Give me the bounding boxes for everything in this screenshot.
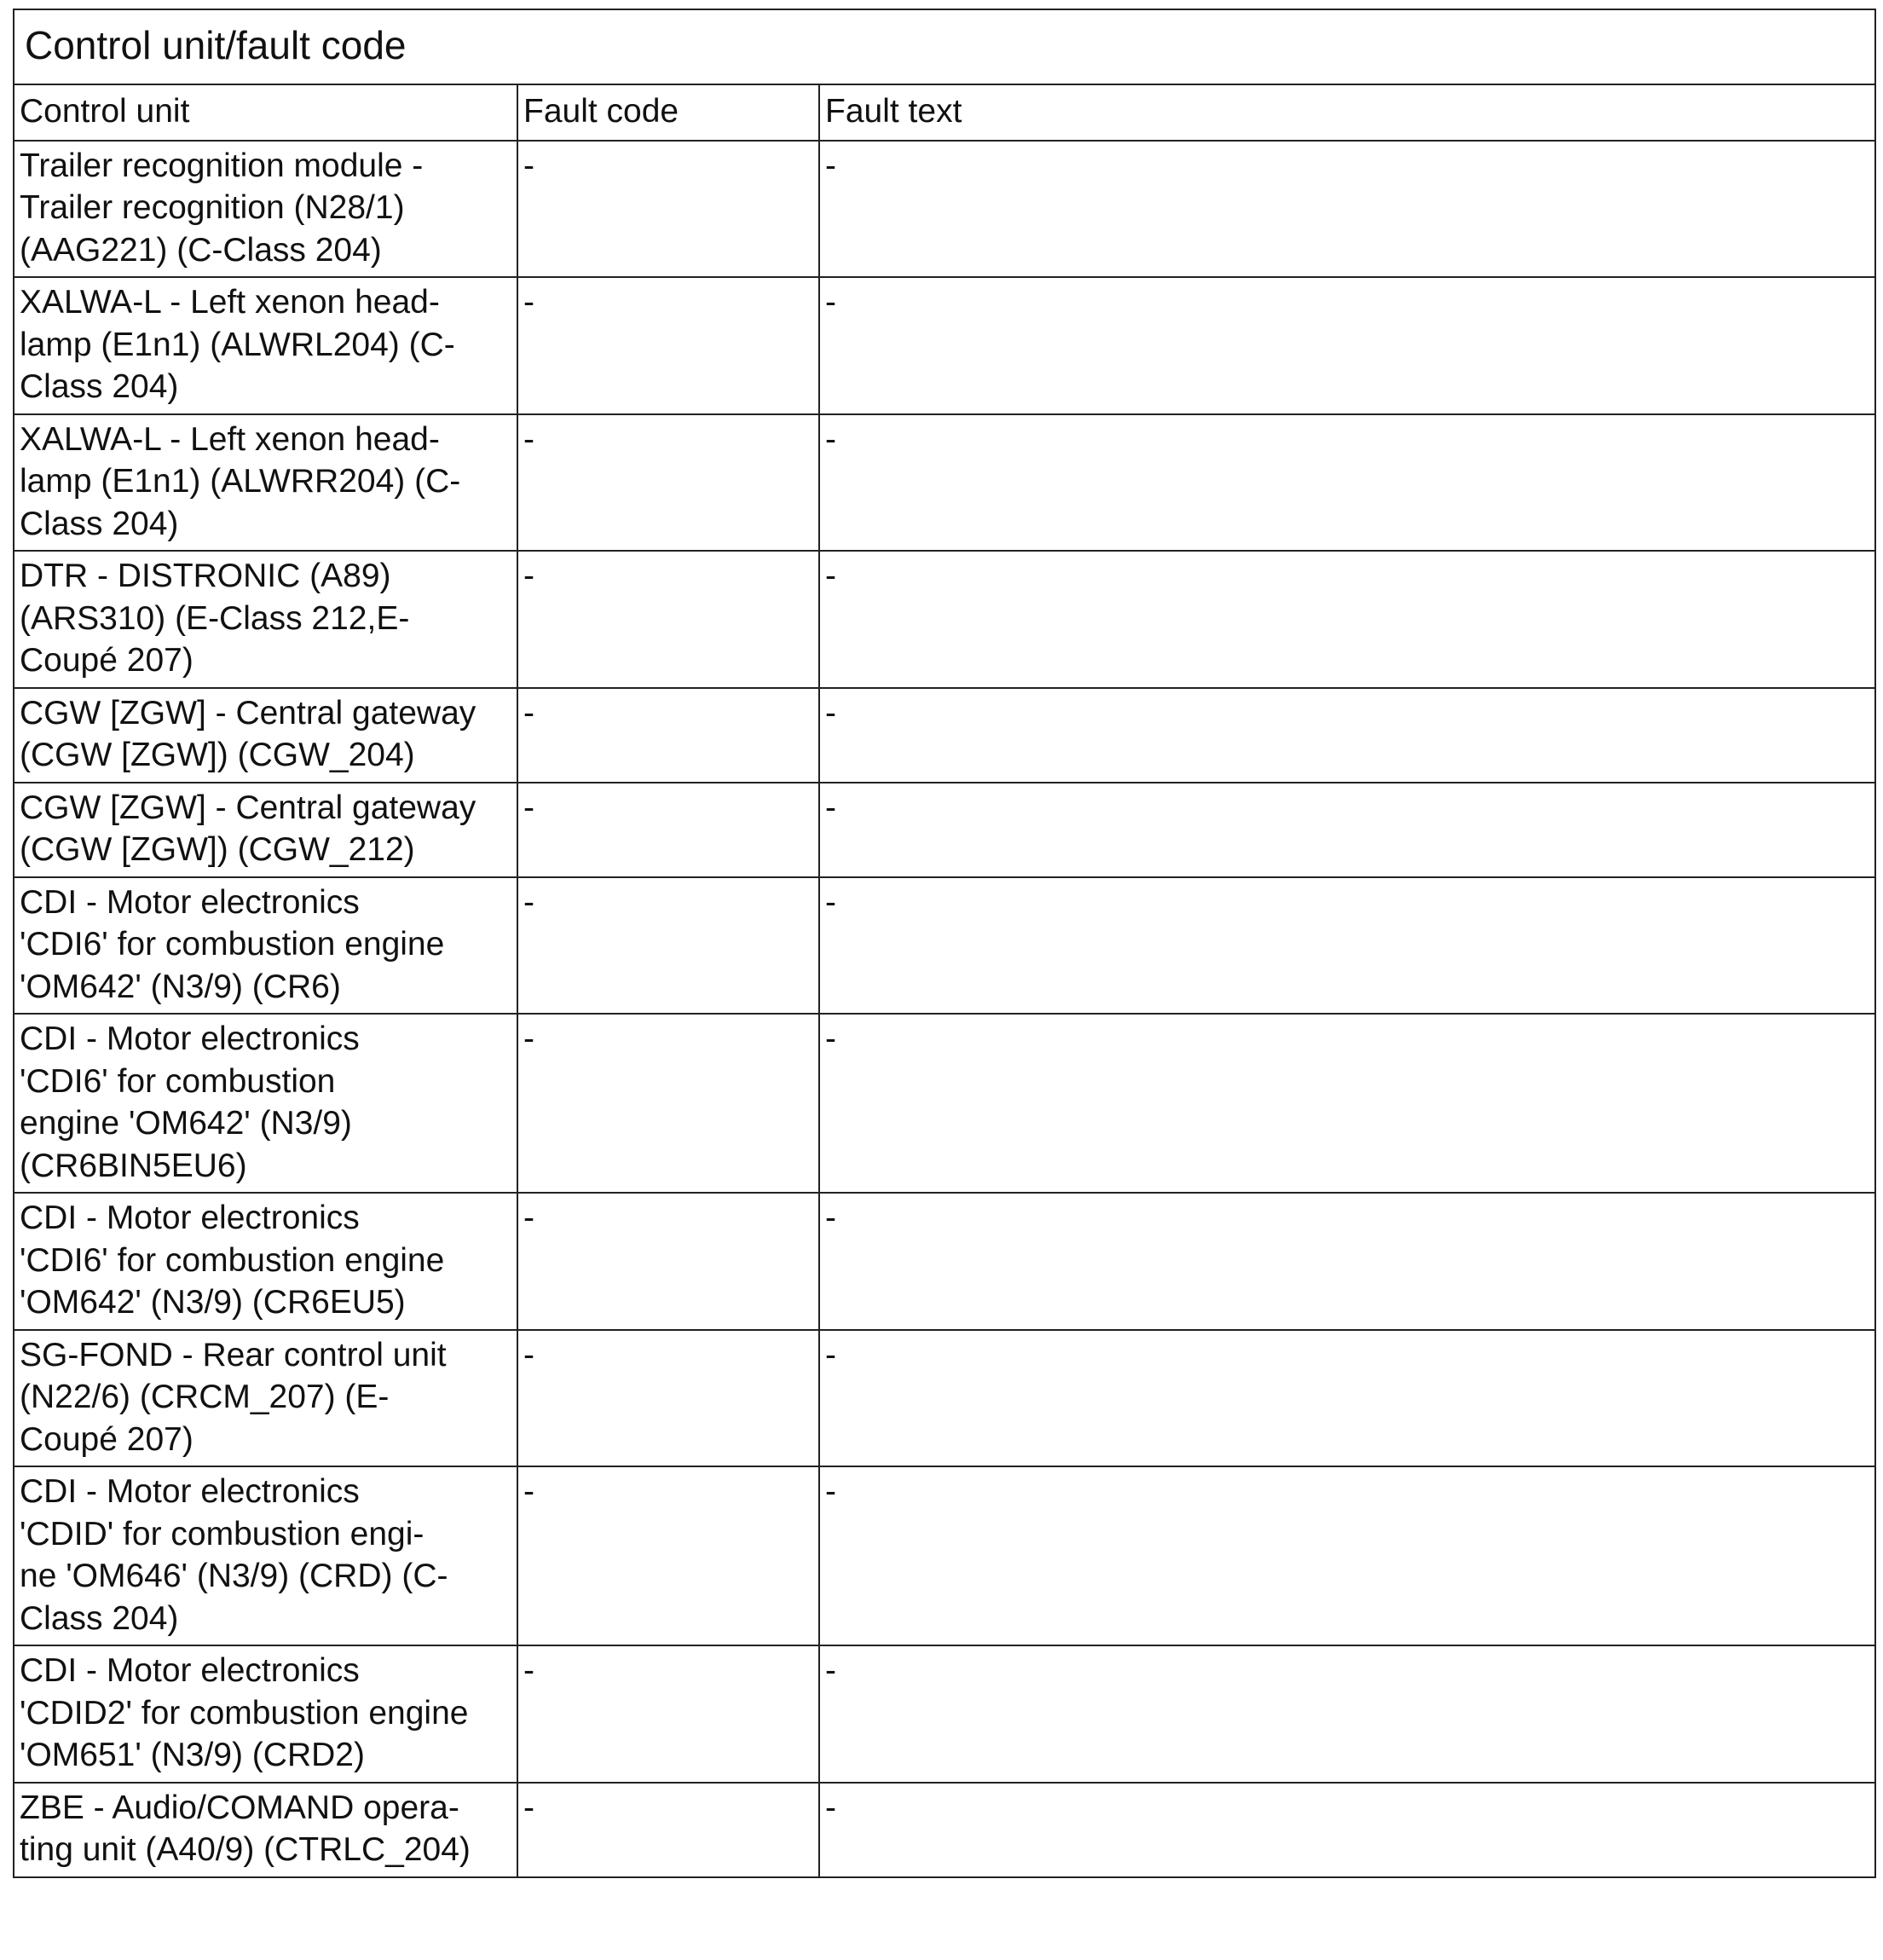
fault-code-cell: - [517, 783, 819, 877]
fault-code-cell: - [517, 1466, 819, 1645]
fault-text-cell: - [819, 414, 1875, 552]
control-unit-line: (N22/6) (CRCM_207) (E- [20, 1379, 390, 1415]
control-unit-line: (AAG221) (C-Class 204) [20, 231, 382, 269]
control-unit-line: 'CDI6' for combustion [20, 1062, 336, 1100]
control-unit-cell [14, 1330, 517, 1467]
control-unit-line: (ARS310) (E-Class 212,E- [20, 599, 410, 637]
table-row [14, 783, 1875, 877]
control-unit-cell [14, 783, 517, 877]
control-unit-line: ting unit (A40/9) (CTRLC_204) [20, 1831, 471, 1868]
control-unit-line: XALWA-L - Left xenon head- [20, 284, 440, 321]
control-unit-line: 'CDI6' for combustion engine [20, 926, 445, 963]
control-unit-line: XALWA-L - Left xenon head- [20, 420, 440, 458]
table-row [14, 1193, 1875, 1330]
control-unit-cell [14, 1193, 517, 1330]
fault-code-cell: - [517, 1330, 819, 1467]
control-unit-line: CGW [ZGW] - Central gateway [20, 694, 477, 731]
fault-text-cell: - [819, 1193, 1875, 1330]
document-sheet [13, 9, 1874, 1878]
control-unit-line: lamp (E1n1) (ALWRR204) (C- [20, 463, 461, 500]
fault-code-cell: - [517, 141, 819, 278]
control-unit-line: Trailer recognition module - [20, 147, 424, 184]
table-title: Control unit/fault code [14, 9, 1875, 84]
control-unit-line: Trailer recognition (N28/1) [20, 189, 405, 226]
header-control-unit: Control unit [14, 84, 517, 141]
control-unit-cell [14, 277, 517, 414]
table-row [14, 277, 1875, 414]
table-row [14, 1330, 1875, 1467]
table-title-row [14, 9, 1875, 84]
table-row [14, 1466, 1875, 1645]
table-row [14, 551, 1875, 688]
control-unit-cell [14, 141, 517, 278]
header-fault-code: Fault code [517, 84, 819, 141]
control-unit-line: Class 204) [20, 1599, 179, 1637]
control-unit-line: (CGW [ZGW]) (CGW_212) [20, 831, 415, 868]
fault-code-table [13, 9, 1876, 1878]
table-row [14, 1783, 1875, 1877]
control-unit-line: 'CDI6' for combustion engine [20, 1241, 445, 1279]
control-unit-line: Class 204) [20, 368, 179, 405]
fault-code-cell: - [517, 414, 819, 552]
fault-code-cell: - [517, 277, 819, 414]
fault-code-cell: - [517, 1014, 819, 1193]
fault-text-cell: - [819, 1783, 1875, 1877]
fault-code-cell: - [517, 551, 819, 688]
table-row [14, 414, 1875, 552]
control-unit-cell [14, 551, 517, 688]
fault-text-cell: - [819, 1645, 1875, 1783]
fault-code-cell: - [517, 688, 819, 783]
fault-text-cell: - [819, 783, 1875, 877]
control-unit-line: Class 204) [20, 505, 179, 542]
control-unit-line: 'CDID2' for combustion engine [20, 1694, 469, 1732]
control-unit-line: DTR - DISTRONIC (A89) [20, 558, 391, 594]
control-unit-cell [14, 1783, 517, 1877]
control-unit-cell [14, 877, 517, 1015]
fault-text-cell: - [819, 688, 1875, 783]
fault-text-cell: - [819, 277, 1875, 414]
control-unit-line: 'OM651' (N3/9) (CRD2) [20, 1737, 365, 1773]
table-row [14, 877, 1875, 1015]
control-unit-line: (CR6BIN5EU6) [20, 1147, 247, 1184]
control-unit-line: CDI - Motor electronics [20, 883, 360, 921]
header-fault-text: Fault text [819, 84, 1875, 141]
control-unit-line: CGW [ZGW] - Central gateway [20, 789, 477, 826]
table-row [14, 1645, 1875, 1783]
control-unit-cell [14, 688, 517, 783]
control-unit-cell [14, 1014, 517, 1193]
control-unit-line: CDI - Motor electronics [20, 1200, 360, 1236]
control-unit-line: Coupé 207) [20, 642, 193, 679]
control-unit-line: 'OM642' (N3/9) (CR6) [20, 968, 341, 1005]
control-unit-line: CDI - Motor electronics [20, 1473, 360, 1510]
control-unit-line: CDI - Motor electronics [20, 1652, 360, 1689]
control-unit-line: lamp (E1n1) (ALWRL204) (C- [20, 326, 455, 363]
fault-code-cell: - [517, 1645, 819, 1783]
fault-text-cell: - [819, 551, 1875, 688]
control-unit-line: (CGW [ZGW]) (CGW_204) [20, 737, 415, 773]
control-unit-cell [14, 1466, 517, 1645]
fault-code-cell: - [517, 877, 819, 1015]
control-unit-line: 'OM642' (N3/9) (CR6EU5) [20, 1284, 406, 1321]
control-unit-line: ne 'OM646' (N3/9) (CRD) (C- [20, 1558, 448, 1594]
fault-text-cell: - [819, 141, 1875, 278]
control-unit-line: ZBE - Audio/COMAND opera- [20, 1789, 459, 1826]
control-unit-cell [14, 1645, 517, 1783]
control-unit-line: CDI - Motor electronics [20, 1020, 360, 1057]
fault-text-cell: - [819, 1014, 1875, 1193]
control-unit-line: Coupé 207) [20, 1420, 193, 1458]
table-row [14, 688, 1875, 783]
fault-text-cell: - [819, 877, 1875, 1015]
fault-code-cell: - [517, 1783, 819, 1877]
control-unit-line: 'CDID' for combustion engi- [20, 1515, 425, 1552]
table-row [14, 1014, 1875, 1193]
fault-text-cell: - [819, 1466, 1875, 1645]
table-row [14, 141, 1875, 278]
table-header-row [14, 84, 1875, 141]
control-unit-line: engine 'OM642' (N3/9) [20, 1105, 352, 1142]
control-unit-line: SG-FOND - Rear control unit [20, 1336, 447, 1373]
fault-code-cell: - [517, 1193, 819, 1330]
control-unit-cell [14, 414, 517, 552]
fault-text-cell: - [819, 1330, 1875, 1467]
